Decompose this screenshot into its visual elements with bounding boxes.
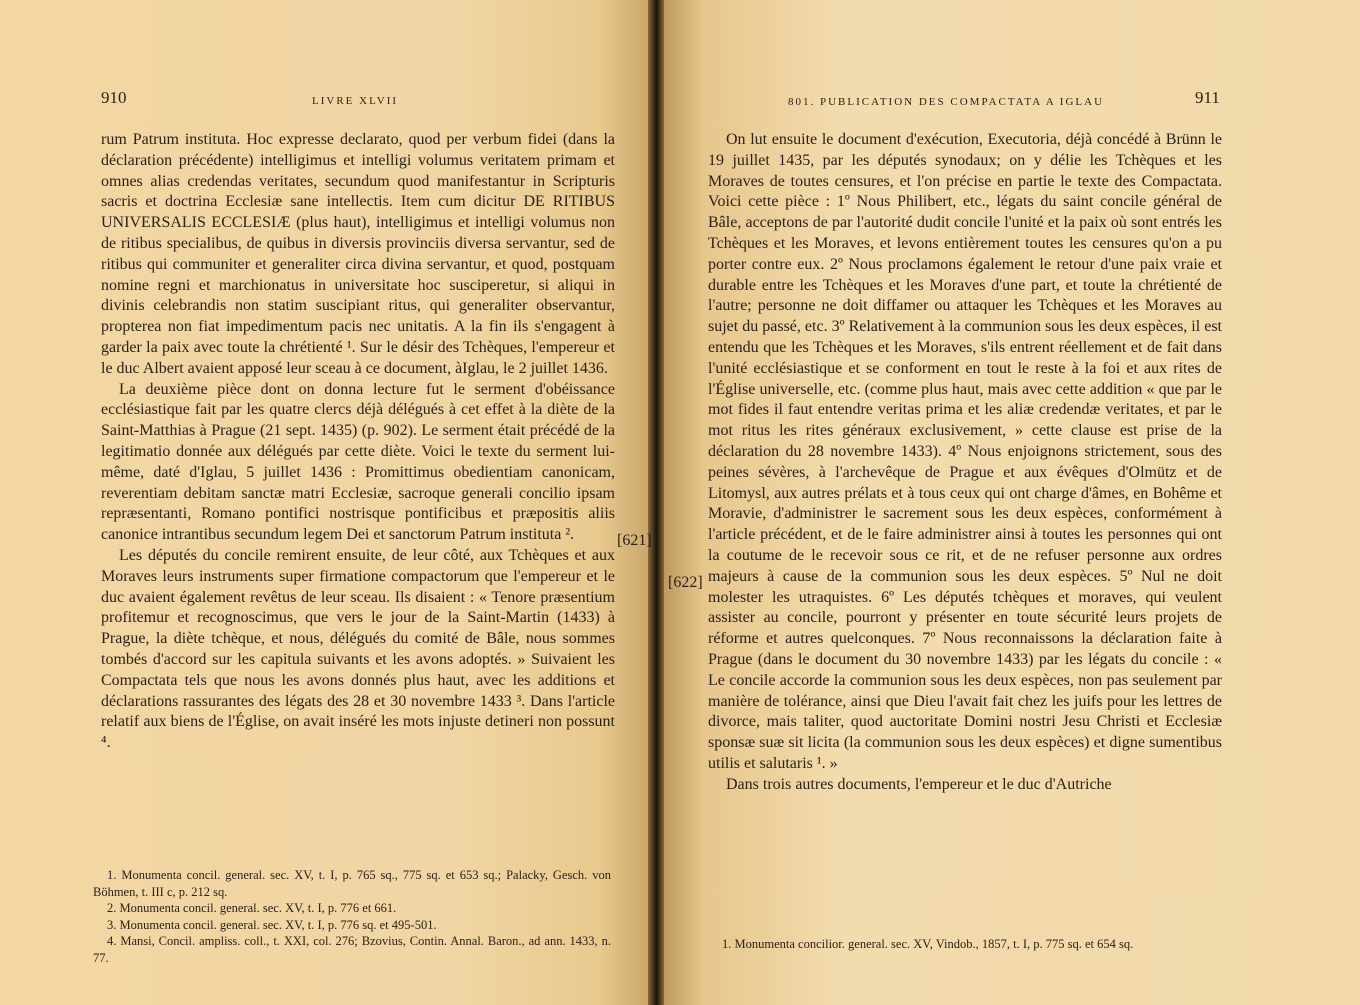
footnote: 2. Monumenta concil. general. sec. XV, t. I, p. 776 et 661.	[107, 901, 397, 915]
margin-note: [622]	[668, 574, 703, 591]
footnote: 3. Monumenta concil. general. sec. XV, t. I, p. 776 sq. et 495-501.	[107, 917, 437, 932]
footnotes	[708, 936, 1222, 953]
left-page	[0, 0, 652, 1005]
book-gutter	[648, 0, 664, 1005]
footnote: 1. Monumenta concil. general. sec. XV, t. I, p. 765 sq., 775 sq. et 653 sq.; Palacky, Gesch. von Böhmen, t. III c, p. 212 sq.	[93, 868, 611, 899]
margin-note: [621]	[617, 532, 652, 549]
page-number: 911	[1195, 88, 1220, 107]
paragraph: On lut ensuite le document d'exécution, Executoria, déjà concédé à Brünn le 19 juillet 1435, par les députés synodaux; on y délie les Tchèques et les Moraves de toutes censures, et l'on précise en partie le texte des Compactata. Voici cette pièce : 1º Nous Philibert, etc., légats du saint concile général de Bâle, acceptons de par l'autorité dudit concile l'unité et la paix où sont entrés les Tchèques et les Moraves, et levons entièrement toutes les censures qu'on a pu porter contre eux. 2º Nous proclamons également le retour d'une paix vraie et durable entre les Tchèques et les Moraves d'une part, et toute la chrétienté de l'autre; personne ne doit diffamer ou attaquer les Tchèques et les Moraves au sujet du passé, etc. 3º Relativement à la communion sous les deux espèces, il est entendu que les Tchèques et les Moraves, s'ils entrent réellement et de fait dans l'unité ecclésiastique et se conforment en tout le reste à la foi et aux rites de l'Église universelle, etc. (comme plus haut, mais avec cette addition « que par le mot fides il faut entendre veritas prima et les aliæ credendæ veritates, et par le mot ritus les rites généraux exclusivement, » cette clause est prise de la déclaration du 28 novembre 1433). 4º Nous enjoignons strictement, sous des peines sévères, à l'archevêque de Prague et aux évêques d'Olmütz et de Litomysl, aux autres prélats et à tous ceux qui ont charge d'âmes, en Bohême et Moravie, d'administrer le sacrement sous les deux espèces, conformément à l'article précédent, et de le faire administrer ainsi à toutes les personnes qui ont la coutume de le recevoir sous ce rit, et de ne refuser personne aux ordres majeurs à cause de la communion sous les deux espèces. 5º Nul ne doit molester les utraquistes. 6º Les députés tchèques et moraves, qui veulent assister au concile, pourront y présenter en toute sécurité leurs projets de réforme et autres quelconques. 7º Nous reconnaissons la déclaration faite à Prague (dans le document du 30 novembre 1433) par les légats du concile : « Le concile accorde la communion sous les deux espèces, non pas seulement par manière de tolérance, ainsi que Dieu l'avait fait chez les juifs pour les lettres de divorce, mais taliter, quod auctoritate Domini nostri Jesu Christi et Ecclesiæ sponsæ suæ sit licita (la communion sous les deux espèces) et digne sumentibus utilis et salutaris ¹. »	[708, 131, 1222, 772]
footnote: 4. Mansi, Concil. ampliss. coll., t. XXI, col. 276; Bzovius, Contin. Annal. Baron., ad ann. 1433, n. 77.	[93, 934, 611, 965]
running-head: LIVRE XLVII	[312, 95, 399, 107]
right-page	[660, 0, 1360, 1005]
paragraph: rum Patrum instituta. Hoc expresse declarato, quod per verbum fidei (dans la déclaration précédente) intelligimus et intelligi volumus veritatem primam et omnes alias credendas veritates, secundum quod manifestantur in Scripturis sacris et doctrina Ecclesiæ sane intellectis. Item cum dicitur DE RITIBUS UNIVERSALIS ECCLESIÆ (plus haut), intelligimus et intelligi volumus non de ritibus specialibus, de quibus in diversis provinciis diversa servantur, sed de ritibus qui communiter et generaliter circa divina servantur, et quod, postquam nomine regni et marchionatus in universitate hoc susciperetur, si aliqui in divinis celebrandis non statim suscipiant ritus, qui generaliter observantur, propterea non fiat impedimentum pacis nec unitatis. A la fin ils s'engagent à garder la paix avec toute la chrétienté ¹. Sur le désir des Tchèques, l'empereur et le duc Albert avaient apposé leur sceau à ce document, àIglau, le 2 juillet 1436.	[101, 131, 615, 377]
footnote: 1. Monumenta concilior. general. sec. XV, Vindob., 1857, t. I, p. 775 sq. et 654 sq.	[722, 937, 1134, 951]
paragraph: Dans trois autres documents, l'empereur et le duc d'Autriche	[726, 775, 1112, 793]
body-text	[708, 130, 1222, 796]
body-text	[101, 130, 615, 754]
page-number: 910	[101, 88, 127, 107]
paragraph: La deuxième pièce dont on donna lecture fut le serment d'obéissance ecclésiastique fait par les quatre clercs déjà délégués à cet effet à la diète de la Saint-Matthias à Prague (21 sept. 1435) (p. 902). Le serment était précédé de la legitimatio donnée aux délégués par cette diète. Voici le texte du serment lui-même, daté d'Iglau, 5 juillet 1436 : Promittimus obedientiam canonicam, reverentiam debitam sanctæ matri Ecclesiæ, sacroque generali concilio ipsam repræsentanti, Romano pontifici nostrisque pontificibus et præpositis aliis canonice intrantibus secundum legem Dei et sanctorum Patrum instituta ².	[101, 380, 615, 544]
running-head: 801. PUBLICATION DES COMPACTATA A IGLAU	[788, 96, 1105, 108]
footnotes	[93, 867, 611, 966]
paragraph: Les députés du concile remirent ensuite, de leur côté, aux Tchèques et aux Moraves leurs instruments super firmatione compactorum que l'empereur et le duc avaient également revêtus de leur sceau. Ils disaient : « Tenore præsentium profitemur et recognoscimus, que vers le jour de la Saint-Martin (1433) à Prague, la diète tchèque, et nous, délégués du comité de Bâle, nous sommes tombés d'accord sur les capitula suivants et les avons adoptés. » Suivaient les Compactata tels que nous les avons donnés plus haut, avec les additions et déclarations rassurantes des légats des 28 et 30 novembre 1433 ³. Dans l'article relatif aux biens de l'Église, on avait inséré les mots injuste detineri non possunt ⁴.	[101, 546, 615, 752]
